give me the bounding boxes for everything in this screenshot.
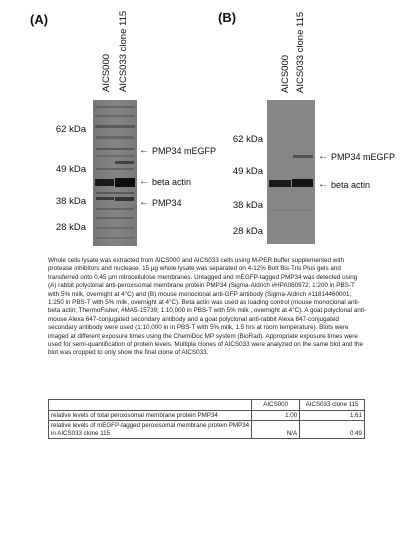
panel-a-marker-49: 49 kDa [55, 164, 86, 175]
panel-b-lane-2-label: AICS033 clone 115 [295, 11, 306, 93]
panel-a-band-beta-actin [139, 176, 191, 187]
figure-caption: Whole cells lysate was extracted from AICS000 and AICS033 cells using M-PER buffer supplemented with protease inhibitors and nuclease. 15 µg whole lysate was separated on 4-12% Bolt Bis-Tris Plus gels and transferred onto 0.45 µm nitrocellulose membranes. Untagged and mEGFP-tagged PMP34 was detected using (A) rabbit polyclonal anti-peroxisomal membrane protein PMP34 (Sigma-Aldrich #HPA060972; 1:200 in PBS-T with 5% milk, overnight at 4°C) and (B) mouse monoclonal anti-GFP antibody (Sigma-Aldrich #11814460001; 1:250 in PBS-T with 5% milk, overnight at 4°C). Beta actin was used as loading control (mouse monoclonal anti-beta actin; ThermoFisher, #MA5-15739; 1:10,000 in PBS-T with 5% milk , overnight at 4°C). A goat polyclonal anti-mouse Alexa 647-conjugated secondary antibody and a goat polyclonal anti-rabbit Alexa 647-conjugated secondary antibody were used (1:10,000 in in PBS-T with 5% milk, 1.5 hrs at room temperature). Blots were imaged at different exposure times using the ChemiDoc MP system (BioRad). Appropriate exposure times were used for semi-quantification of protein levels. Multiple clones of AICS033 were analyzed on the same blot and the blot was cropped to only show the final clone of AICS033. [48, 257, 366, 357]
panel-a-lane-1-label: AICS000 [101, 53, 112, 92]
table-cell-value: N/A [252, 421, 300, 439]
panel-b-lane-1-label: AICS000 [280, 54, 291, 93]
table-cell-value: 1.61 [300, 410, 365, 421]
left-arrow-icon: ← [139, 176, 149, 187]
table-row [49, 421, 365, 439]
table-cell-value: 1.00 [252, 410, 300, 421]
panel-b-label: (B) [218, 10, 237, 25]
table-row [49, 410, 365, 421]
panel-b-marker-49: 49 kDa [232, 166, 263, 177]
left-arrow-icon: ← [318, 179, 328, 190]
table-header-cell: AICS000 [252, 400, 300, 411]
left-arrow-icon: ← [139, 145, 149, 156]
panel-a-lane-2-label: AICS033 clone 115 [118, 10, 129, 92]
panel-b-band-beta-actin [318, 179, 370, 190]
panel-a-marker-38: 38 kDa [55, 196, 86, 207]
left-arrow-icon: ← [318, 151, 328, 162]
table-header-row [49, 400, 365, 411]
panel-a-band-pmp34 [139, 197, 182, 208]
band-label: PMP34 mEGFP [331, 151, 396, 162]
panel-b-marker-38: 38 kDa [232, 200, 263, 211]
panel-a-band-pmp34-megfp [139, 145, 216, 156]
panel-b-band-pmp34-megfp [318, 151, 395, 162]
band-label: PMP34 [152, 197, 182, 208]
western-blot-a [93, 100, 137, 246]
table-cell-label: relative levels of mEGFP-tagged peroxisomal membrane protein PMP34 in AICS033 clone 115 [49, 421, 252, 439]
panel-a-label: (A) [30, 12, 49, 27]
band-label: beta actin [331, 179, 371, 190]
table-header-cell: AICS033 clone 115 [300, 400, 365, 411]
panel-a-marker-28: 28 kDa [55, 222, 86, 233]
band-label: beta actin [152, 176, 192, 187]
table-header-cell [49, 400, 252, 411]
relative-levels-table [48, 399, 365, 439]
left-arrow-icon: ← [139, 197, 149, 208]
table-cell-value: 0.49 [300, 421, 365, 439]
panel-a-marker-62: 62 kDa [55, 124, 86, 135]
panel-b-marker-62: 62 kDa [232, 134, 263, 145]
panel-b-marker-28: 28 kDa [232, 226, 263, 237]
table-cell-label: relative levels of total peroxisomal membrane protein PMP34 [49, 410, 252, 421]
band-label: PMP34 mEGFP [152, 145, 217, 156]
western-blot-b [267, 100, 315, 244]
